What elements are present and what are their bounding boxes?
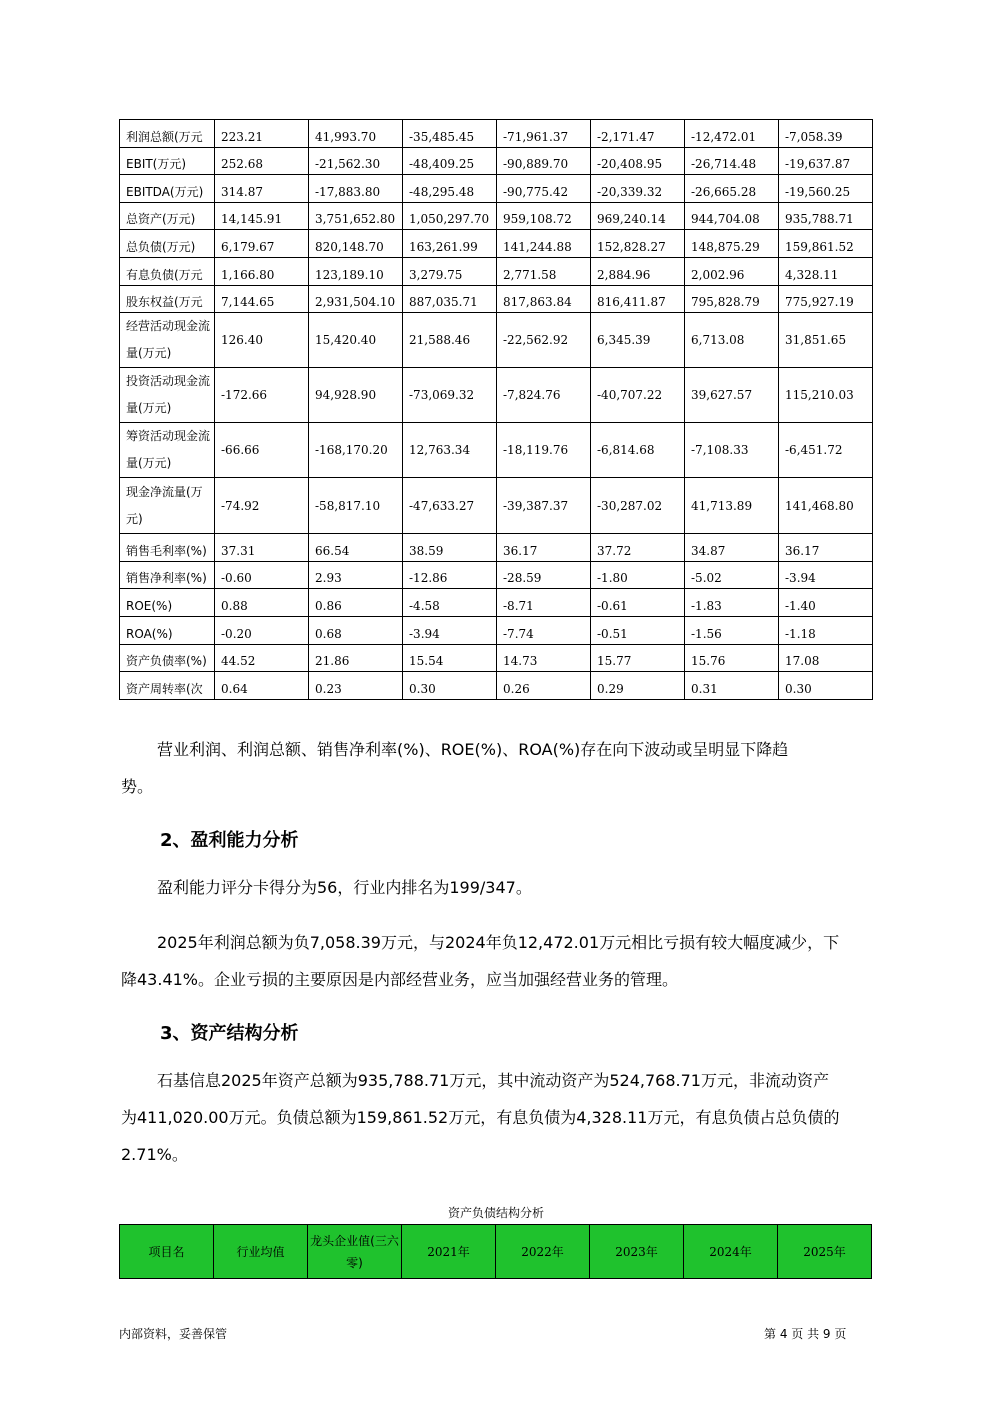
metric-value: 0.86 — [309, 589, 403, 617]
profit-score-paragraph — [121, 869, 881, 906]
trend-paragraph — [121, 731, 881, 805]
metric-value: 31,851.65 — [779, 313, 873, 368]
metric-label: 有息负债(万元 — [120, 257, 215, 285]
metric-value: 223.21 — [215, 120, 309, 148]
metrics-row — [120, 672, 873, 700]
metric-value: 0.88 — [215, 589, 309, 617]
metric-value: 6,713.08 — [685, 313, 779, 368]
metric-value: 44.52 — [215, 644, 309, 672]
metric-value: 2,771.58 — [497, 257, 591, 285]
metric-value: 66.54 — [309, 534, 403, 562]
metric-label: 总负债(万元) — [120, 230, 215, 258]
metric-value: 15,420.40 — [309, 313, 403, 368]
metric-value: -0.61 — [591, 589, 685, 617]
metric-label: 资产周转率(次 — [120, 672, 215, 700]
metric-value: 36.17 — [497, 534, 591, 562]
metric-value: 12,763.34 — [403, 423, 497, 478]
metric-value: 887,035.71 — [403, 285, 497, 313]
metric-value: -48,295.48 — [403, 175, 497, 203]
metric-value: -40,707.22 — [591, 368, 685, 423]
metric-value: -0.60 — [215, 561, 309, 589]
metric-value: -22,562.92 — [497, 313, 591, 368]
metric-value: -20,339.32 — [591, 175, 685, 203]
metric-label: 销售毛利率(%) — [120, 534, 215, 562]
metric-value: 38.59 — [403, 534, 497, 562]
profit-detail-paragraph — [121, 924, 881, 998]
metric-value: -4.58 — [403, 589, 497, 617]
metric-value: -7,058.39 — [779, 120, 873, 148]
metric-value: 36.17 — [779, 534, 873, 562]
metric-value: -1.56 — [685, 616, 779, 644]
metric-label: EBITDA(万元) — [120, 175, 215, 203]
metric-value: 0.31 — [685, 672, 779, 700]
header-cell-2023: 2023年 — [590, 1225, 684, 1279]
asset-line-3: 2.71%。 — [121, 1145, 188, 1164]
section-heading-asset-structure: 3、资产结构分析 — [160, 1023, 299, 1044]
metric-label: EBIT(万元) — [120, 147, 215, 175]
metric-value: 152,828.27 — [591, 230, 685, 258]
metric-value: -48,409.25 — [403, 147, 497, 175]
metric-label: 股东权益(万元 — [120, 285, 215, 313]
trend-line-2: 势。 — [121, 777, 154, 796]
metric-value: -7,824.76 — [497, 368, 591, 423]
metric-value: 0.30 — [403, 672, 497, 700]
metric-value: -26,714.48 — [685, 147, 779, 175]
balance-sheet-structure-table — [119, 1224, 872, 1279]
table-caption: 资产负债结构分析 — [447, 1206, 544, 1220]
metric-value: -21,562.30 — [309, 147, 403, 175]
metrics-row — [120, 644, 873, 672]
profit-detail-line-1: 2025年利润总额为负7,058.39万元，与2024年负12,472.01万元相比亏损有较大幅度减少，下 — [157, 933, 840, 952]
metric-value: 252.68 — [215, 147, 309, 175]
asset-line-1: 石基信息2025年资产总额为935,788.71万元，其中流动资产为524,768.71万元，非流动资产 — [157, 1071, 829, 1090]
metric-value: 148,875.29 — [685, 230, 779, 258]
metrics-row — [120, 534, 873, 562]
metrics-row — [120, 368, 873, 423]
metric-value: -1.18 — [779, 616, 873, 644]
metric-value: -1.83 — [685, 589, 779, 617]
metric-value: 0.29 — [591, 672, 685, 700]
metric-value: 0.26 — [497, 672, 591, 700]
financial-metrics-table — [119, 119, 873, 700]
balance-sheet-header-row — [120, 1225, 872, 1279]
metric-value: 2,884.96 — [591, 257, 685, 285]
metric-label: 经营活动现金流量(万元) — [120, 313, 215, 368]
metric-value: 959,108.72 — [497, 202, 591, 230]
metric-label: 现金净流量(万元) — [120, 478, 215, 534]
metric-value: 314.87 — [215, 175, 309, 203]
metric-value: 17.08 — [779, 644, 873, 672]
asset-line-2: 为411,020.00万元。负债总额为159,861.52万元，有息负债为4,328.11万元，有息负债占总负债的 — [121, 1108, 840, 1127]
section-heading-profitability: 2、盈利能力分析 — [160, 830, 299, 851]
metric-value: -8.71 — [497, 589, 591, 617]
metric-value: 3,279.75 — [403, 257, 497, 285]
metric-value: -28.59 — [497, 561, 591, 589]
metric-label: 投资活动现金流量(万元) — [120, 368, 215, 423]
header-cell-leader: 龙头企业值(三六零) — [308, 1225, 402, 1279]
metric-value: 816,411.87 — [591, 285, 685, 313]
metric-value: -1.80 — [591, 561, 685, 589]
metric-value: 4,328.11 — [779, 257, 873, 285]
metric-value: -58,817.10 — [309, 478, 403, 534]
metric-value: -3.94 — [779, 561, 873, 589]
metric-value: 126.40 — [215, 313, 309, 368]
asset-paragraph — [121, 1062, 881, 1173]
metric-value: -7,108.33 — [685, 423, 779, 478]
metric-value: 935,788.71 — [779, 202, 873, 230]
metric-value: 37.31 — [215, 534, 309, 562]
metric-value: 141,244.88 — [497, 230, 591, 258]
metric-label: 利润总额(万元 — [120, 120, 215, 148]
metric-value: 15.54 — [403, 644, 497, 672]
metric-value: -35,485.45 — [403, 120, 497, 148]
metric-value: -6,451.72 — [779, 423, 873, 478]
metric-value: -19,560.25 — [779, 175, 873, 203]
profit-score-line: 盈利能力评分卡得分为56，行业内排名为199/347。 — [157, 878, 532, 897]
metric-value: 3,751,652.80 — [309, 202, 403, 230]
metric-value: -73,069.32 — [403, 368, 497, 423]
metric-value: 141,468.80 — [779, 478, 873, 534]
metric-label: ROA(%) — [120, 616, 215, 644]
financial-metrics-body — [120, 120, 873, 700]
footer-page-number: 第 4 页 共 9 页 — [764, 1327, 847, 1341]
metric-value: 2,002.96 — [685, 257, 779, 285]
header-cell-2021: 2021年 — [402, 1225, 496, 1279]
footer-confidential-note: 内部资料，妥善保管 — [119, 1327, 228, 1341]
metric-value: 795,828.79 — [685, 285, 779, 313]
metric-value: 1,050,297.70 — [403, 202, 497, 230]
metric-value: 2,931,504.10 — [309, 285, 403, 313]
metric-value: -172.66 — [215, 368, 309, 423]
metric-value: 0.30 — [779, 672, 873, 700]
metric-value: 817,863.84 — [497, 285, 591, 313]
metric-value: 0.64 — [215, 672, 309, 700]
metric-value: 14.73 — [497, 644, 591, 672]
metric-value: 37.72 — [591, 534, 685, 562]
header-cell-2024: 2024年 — [684, 1225, 778, 1279]
metric-value: 6,179.67 — [215, 230, 309, 258]
metric-value: 820,148.70 — [309, 230, 403, 258]
metric-value: -90,775.42 — [497, 175, 591, 203]
metric-value: 0.23 — [309, 672, 403, 700]
header-cell-industry-avg: 行业均值 — [214, 1225, 308, 1279]
metric-value: -26,665.28 — [685, 175, 779, 203]
metrics-row — [120, 147, 873, 175]
metrics-row — [120, 616, 873, 644]
metric-value: 21.86 — [309, 644, 403, 672]
metric-value: 41,993.70 — [309, 120, 403, 148]
metric-value: 159,861.52 — [779, 230, 873, 258]
metric-label: 销售净利率(%) — [120, 561, 215, 589]
metric-value: 41,713.89 — [685, 478, 779, 534]
metric-value: -0.20 — [215, 616, 309, 644]
metrics-row — [120, 257, 873, 285]
metric-value: -20,408.95 — [591, 147, 685, 175]
metric-value: -6,814.68 — [591, 423, 685, 478]
metrics-row — [120, 120, 873, 148]
metric-value: 123,189.10 — [309, 257, 403, 285]
metrics-row — [120, 175, 873, 203]
metric-value: 15.77 — [591, 644, 685, 672]
metric-value: -74.92 — [215, 478, 309, 534]
metric-value: 39,627.57 — [685, 368, 779, 423]
metrics-row — [120, 230, 873, 258]
metric-value: -90,889.70 — [497, 147, 591, 175]
metric-value: -1.40 — [779, 589, 873, 617]
metric-value: -30,287.02 — [591, 478, 685, 534]
metric-value: -12,472.01 — [685, 120, 779, 148]
metrics-row — [120, 313, 873, 368]
metrics-row — [120, 561, 873, 589]
metric-value: 94,928.90 — [309, 368, 403, 423]
metrics-row — [120, 423, 873, 478]
trend-line-1: 营业利润、利润总额、销售净利率(%)、ROE(%)、ROA(%)存在向下波动或呈明显下降趋 — [157, 740, 789, 759]
metric-value: -168,170.20 — [309, 423, 403, 478]
metric-value: 34.87 — [685, 534, 779, 562]
metrics-row — [120, 202, 873, 230]
metric-value: 969,240.14 — [591, 202, 685, 230]
metric-value: -7.74 — [497, 616, 591, 644]
metric-value: 15.76 — [685, 644, 779, 672]
header-cell-item: 项目名 — [120, 1225, 214, 1279]
profit-detail-line-2: 降43.41%。企业亏损的主要原因是内部经营业务，应当加强经营业务的管理。 — [121, 970, 679, 989]
metric-value: -66.66 — [215, 423, 309, 478]
metric-value: 115,210.03 — [779, 368, 873, 423]
metric-value: -12.86 — [403, 561, 497, 589]
metrics-row — [120, 589, 873, 617]
metric-value: 163,261.99 — [403, 230, 497, 258]
metric-value: -2,171.47 — [591, 120, 685, 148]
metric-label: 资产负债率(%) — [120, 644, 215, 672]
metric-value: -17,883.80 — [309, 175, 403, 203]
metric-value: -47,633.27 — [403, 478, 497, 534]
metric-label: ROE(%) — [120, 589, 215, 617]
metric-value: 21,588.46 — [403, 313, 497, 368]
metric-value: -39,387.37 — [497, 478, 591, 534]
metric-value: 14,145.91 — [215, 202, 309, 230]
metric-value: -18,119.76 — [497, 423, 591, 478]
metric-value: 0.68 — [309, 616, 403, 644]
metric-value: 944,704.08 — [685, 202, 779, 230]
metric-label: 筹资活动现金流量(万元) — [120, 423, 215, 478]
metric-value: 1,166.80 — [215, 257, 309, 285]
metric-value: 7,144.65 — [215, 285, 309, 313]
metric-value: -3.94 — [403, 616, 497, 644]
header-cell-2025: 2025年 — [778, 1225, 872, 1279]
metrics-row — [120, 285, 873, 313]
metric-label: 总资产(万元) — [120, 202, 215, 230]
metric-value: -19,637.87 — [779, 147, 873, 175]
metric-value: 2.93 — [309, 561, 403, 589]
metric-value: 6,345.39 — [591, 313, 685, 368]
metric-value: -5.02 — [685, 561, 779, 589]
header-cell-2022: 2022年 — [496, 1225, 590, 1279]
metric-value: -0.51 — [591, 616, 685, 644]
metrics-row — [120, 478, 873, 534]
metric-value: 775,927.19 — [779, 285, 873, 313]
metric-value: -71,961.37 — [497, 120, 591, 148]
